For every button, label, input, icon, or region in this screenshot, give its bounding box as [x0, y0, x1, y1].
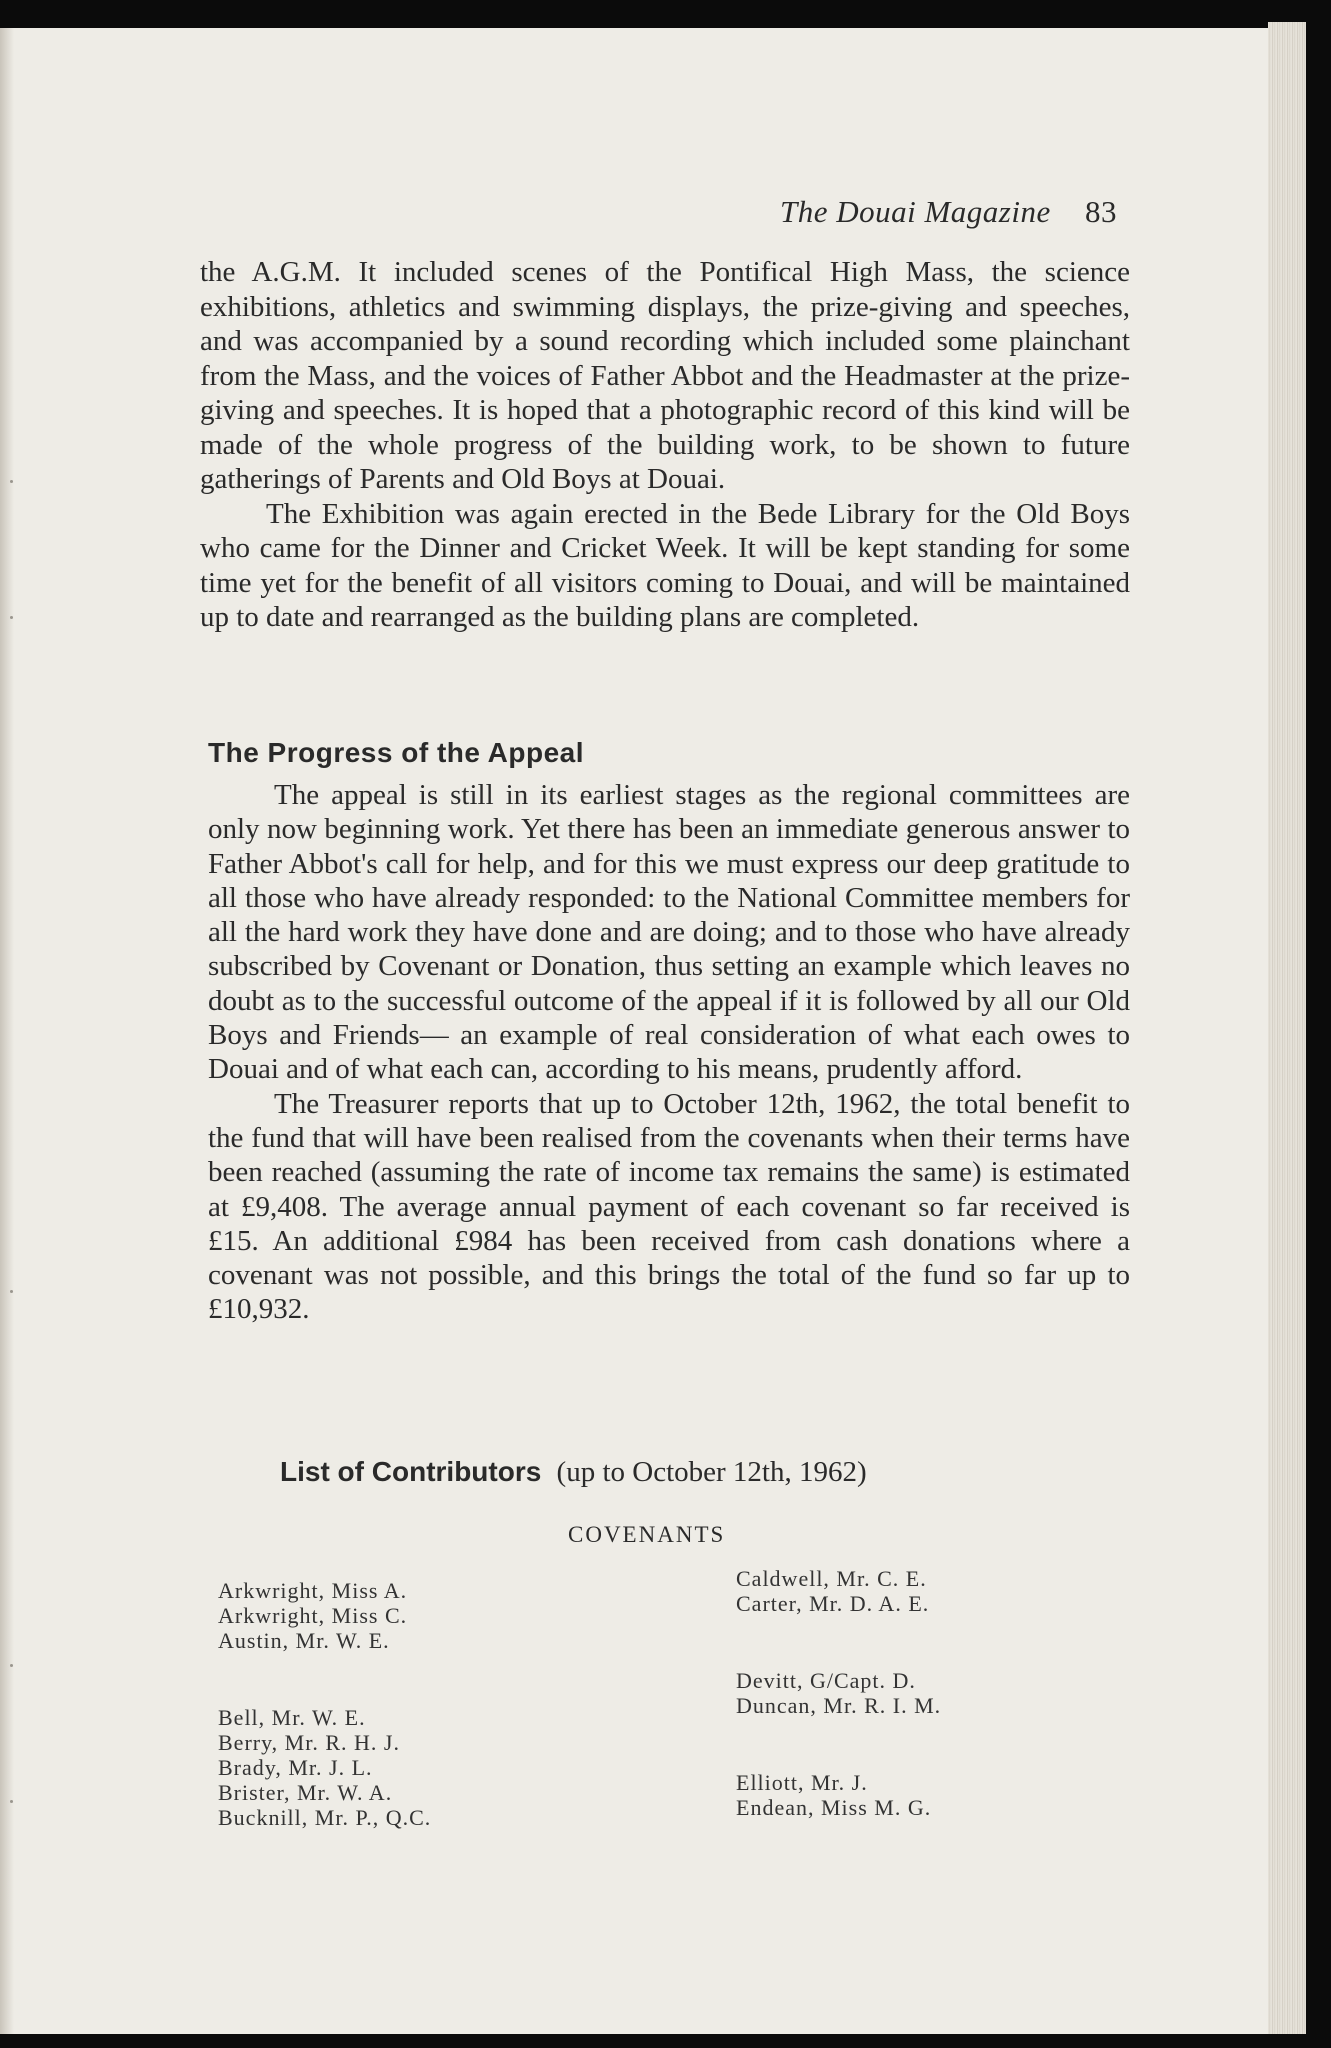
list-item: Berry, Mr. R. H. J. [218, 1730, 400, 1755]
list-item: Arkwright, Miss C. [218, 1603, 408, 1628]
body-text-appeal [208, 778, 1130, 1327]
margin-mark [10, 1664, 13, 1667]
list-item: Brister, Mr. W. A. [218, 1780, 393, 1805]
contributors-heading-title: List of Contributors [280, 1456, 542, 1487]
running-header-title: The Douai Magazine [779, 194, 1051, 229]
margin-mark [10, 1800, 13, 1803]
margin-mark [10, 1290, 13, 1293]
list-item: Duncan, Mr. R. I. M. [736, 1693, 942, 1718]
running-header [780, 194, 1117, 230]
list-item: Austin, Mr. W. E. [218, 1628, 390, 1653]
margin-mark [10, 616, 13, 619]
paragraph: The Exhibition was again erected in the Bede Library for the Old Boys who came for the Dinner and Cricket Week. It will be kept standing for some time yet for the benefit of all visitors coming to Douai, and will be maintained up to date and rearranged as the building plans are completed. [200, 497, 1130, 633]
margin-mark [10, 480, 13, 483]
paragraph: the A.G.M. It included scenes of the Pontifical High Mass, the science exhibitions, athletics and swimming displays, the prize-giving and speeches, and was accompanied by a sound recording which included some plainchant from the Mass, and the voices of Father Abbot and the Headmaster at the prize-giving and speeches. It is hoped that a photographic record of this kind will be made of the whole progress of the building work, to be shown to future gatherings of Parents and Old Boys at Douai. [200, 256, 1130, 495]
contributors-heading-note: (up to October 12th, 1962) [556, 1456, 867, 1488]
list-item: Bucknill, Mr. P., Q.C. [218, 1805, 432, 1830]
list-item: Brady, Mr. J. L. [218, 1755, 373, 1780]
section-heading: The Progress of the Appeal [208, 737, 585, 768]
spine-shadow [0, 28, 14, 2034]
list-item: Elliott, Mr. J. [736, 1770, 868, 1795]
list-item: Caldwell, Mr. C. E. [736, 1566, 927, 1591]
scan-bottom-edge [0, 2034, 1331, 2048]
list-item: Devitt, G/Capt. D. [736, 1668, 916, 1693]
contributors-list-right [736, 1566, 941, 1820]
page-number: 83 [1085, 194, 1117, 229]
contributors-list-left [218, 1578, 431, 1830]
list-item: Endean, Miss M. G. [736, 1795, 932, 1820]
paragraph: The appeal is still in its earliest stages as the regional committees are only now beginning work. Yet there has been an immediate generous answer to Father Abbot's call for help, and for this we must express our deep gratitude to all those who have already responded: to the National Committee members for all the hard work they have done and are doing; and to those who have already subscribed by Covenant or Donation, thus setting an example which leaves no doubt as to the successful outcome of the appeal if it is followed by all our Old Boys and Friends— an example of real consideration of what each owes to Douai and of what each can, according to his means, prudently afford. [208, 779, 1130, 1086]
body-text-top [200, 255, 1130, 635]
list-item: Arkwright, Miss A. [218, 1578, 408, 1603]
page-edges [1268, 22, 1306, 2038]
list-item: Carter, Mr. D. A. E. [736, 1591, 930, 1616]
covenants-heading: COVENANTS [568, 1522, 726, 1547]
contributors-heading [280, 1456, 867, 1489]
list-item: Bell, Mr. W. E. [218, 1705, 366, 1730]
paragraph: The Treasurer reports that up to October 12th, 1962, the total benefit to the fund that will have been realised from the covenants when their terms have been reached (assuming the rate of income tax remains the same) is estimated at £9,408. The average annual payment of each covenant so far received is £15. An additional £984 has been received from cash donations where a covenant was not possible, and this brings the total of the fund so far up to £10,932. [208, 1087, 1130, 1326]
